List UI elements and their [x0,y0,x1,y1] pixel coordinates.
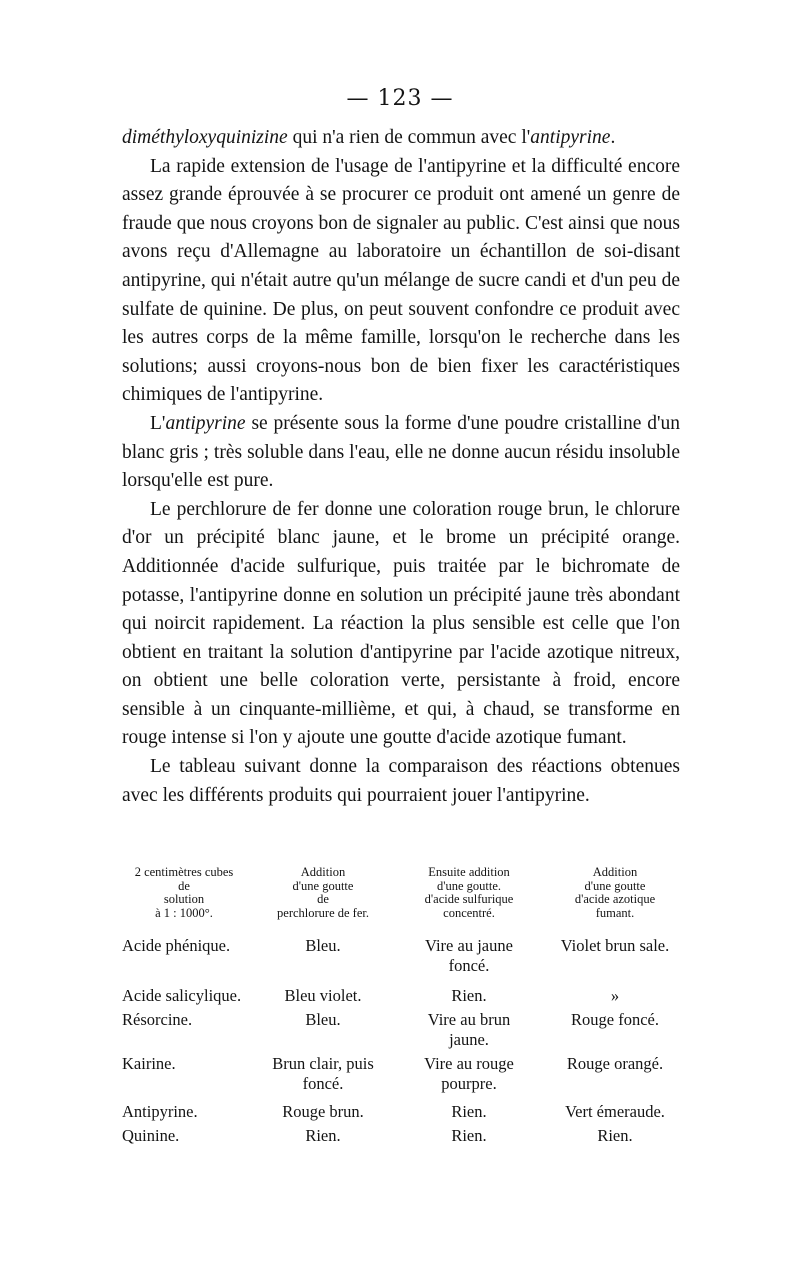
cell-perchlorure: Rien. [305,1126,341,1145]
cell-perchlorure: Bleu violet. [284,986,362,1005]
header-sulfurique: Ensuite addition d'une goutte. d'acide sulfurique concentré. [424,865,514,920]
table-row [116,936,686,976]
cell-substance: Acide phénique. [122,936,231,955]
cell-azotique: Vert émeraude. [565,1102,665,1121]
table-row [116,1054,686,1094]
paragraph-reactions: Le perchlorure de fer donne une coloration rouge brun, le chlorure d'or un précipité blanc jaune, et le brome un précipité orange. Additionnée d'acide sulfurique, puis traitée par le bichromate de potasse, l'antipyrine donne en solution un précipité jaune très abondant qui noircit rapidement. La réaction la plus sensible est celle que l'on obtient en traitant la solution d'antipyrine par l'acide azotique nitreux, on obtient une belle coloration verte, persistante à froid, encore sensible à un cinquante-millième, et qui, à chaud, se transforme en rouge intense si l'on y ajoute une goutte d'acide azotique fumant. [122,498,680,749]
cell-sulfurique: Vire au jaune foncé. [425,936,513,975]
cell-azotique: Rien. [597,1126,633,1145]
cell-sulfurique: Rien. [451,1126,487,1145]
table-row [116,1102,686,1122]
cell-substance: Antipyrine. [122,1102,198,1121]
italic-term: antipyrine [165,412,246,434]
italic-term: antipyrine [530,127,611,148]
table-row [116,1126,686,1146]
cell-perchlorure: Bleu. [305,1010,341,1029]
paragraph-fraud: La rapide extension de l'usage de l'antipyrine et la difficulté encore assez grande éprouvée à se procurer ce produit ont amené un genre de fraude que nous croyons bon de signaler au public. C'est ainsi que nous avons reçu d'Allemagne au laboratoire un échantillon de soi-disant antipyrine, qui n'était autre qu'un mélange de sucre candi et d'un peu de sulfate de quinine. De plus, on peut souvent confondre ce produit avec les autres corps de la même famille, lorsqu'on le recherche dans les solutions; aussi croyons-nous bon de bien fixer les caractéristiques chimiques de l'antipyrine. [122,155,680,406]
table-header [116,866,686,920]
cell-sulfurique: Vire au rouge pourpre. [424,1054,514,1093]
cell-azotique: Rouge orangé. [566,1054,664,1073]
body-text [122,124,680,810]
cell-substance: Kairine. [122,1054,176,1073]
italic-term: diméthyloxyquinizine [122,127,288,148]
cell-azotique: Violet brun sale. [560,936,670,955]
page-number: — 123 — [346,86,454,111]
cell-azotique: Rouge foncé. [571,1010,659,1029]
cell-substance: Résorcine. [122,1010,193,1029]
table-row [116,986,686,1006]
cell-sulfurique: Vire au brun jaune. [427,1010,511,1049]
cell-perchlorure: Rouge brun. [282,1102,364,1121]
header-solution: 2 centimètres cubes de solution à 1 : 1000°. [134,865,234,920]
cell-perchlorure: Bleu. [305,936,341,955]
paragraph-table-intro: Le tableau suivant donne la comparaison des réactions obtenues avec les différents produits qui pourraient jouer l'antipyrine. [122,756,680,806]
cell-perchlorure: Brun clair, puis foncé. [272,1054,374,1093]
cell-sulfurique: Rien. [451,986,487,1005]
cell-azotique: » [610,986,620,1005]
cell-sulfurique: Rien. [451,1102,487,1121]
table-row [116,1010,686,1050]
cell-substance: Acide salicylique. [122,986,242,1005]
reactions-table [116,865,686,1145]
header-azotique: Addition d'une goutte d'acide azotique fumant. [574,865,656,920]
paragraph-description: L'antipyrine se présente sous la forme d'une poudre cristalline d'un blanc gris ; très soluble dans l'eau, elle ne donne aucun résidu insoluble lorsqu'elle est pure. [122,412,680,492]
header-perchlorure: Addition d'une goutte de perchlorure de fer. [277,865,369,920]
paragraph-continuation: diméthyloxyquinizine qui n'a rien de commun avec l'antipyrine. [122,127,616,148]
cell-substance: Quinine. [122,1126,180,1145]
